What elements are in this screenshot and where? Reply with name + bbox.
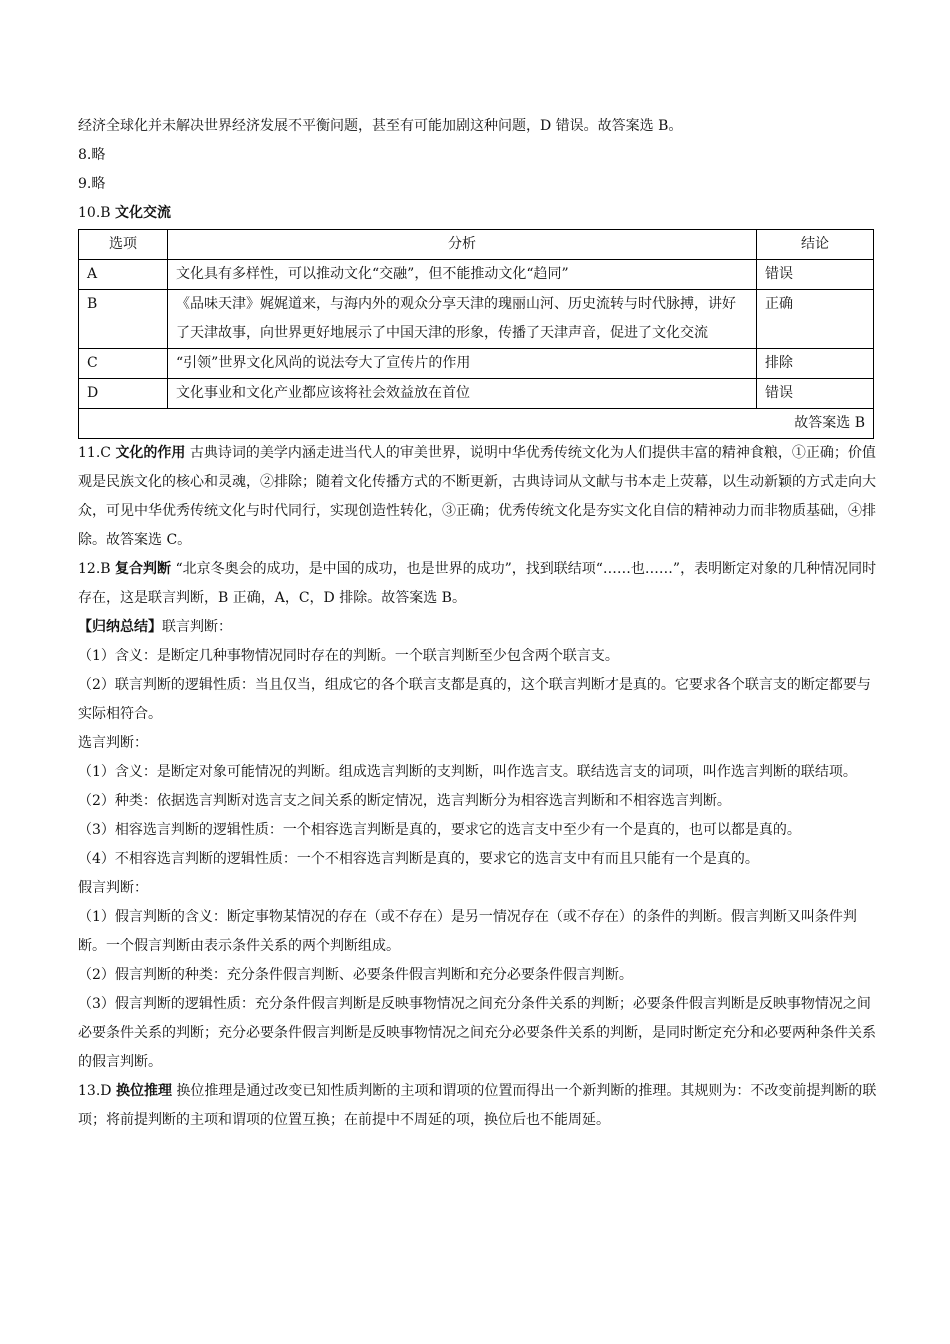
summary-line: （1）假言判断的含义：断定事物某情况的存在（或不存在）是另一情况存在（或不存在）的条件的判断。假言判断又叫条件判断。一个假言判断由表示条件关系的两个判断组成。 — [78, 909, 857, 954]
paragraph: 经济全球化并未解决世界经济发展不平衡问题，甚至有可能加剧这种问题，D 错误。故答案选 B。 — [78, 118, 683, 134]
answer-cell: 故答案选 B — [79, 409, 874, 439]
question-number: 11.C — [78, 445, 116, 461]
question-topic: 换位推理 — [115, 1083, 172, 1099]
summary-line: （2）联言判断的逻辑性质：当且仅当，组成它的各个联言支都是真的，这个联言判断才是真的。它要求各个联言支的断定都要与实际相符合。 — [78, 677, 871, 722]
option-cell: D — [79, 379, 168, 409]
question-explanation: 换位推理是通过改变已知性质判断的主项和谓项的位置而得出一个新判断的推理。其规则为：不改变前提判断的联项；将前提判断的主项和谓项的位置互换；在前提中不周延的项，换位后也不能周延。 — [78, 1083, 877, 1128]
table-footer-row — [79, 409, 874, 439]
summary-line: （3）相容选言判断的逻辑性质：一个相容选言判断是真的，要求它的选言支中至少有一个是真的，也可以都是真的。 — [78, 822, 801, 838]
option-cell: A — [79, 260, 168, 290]
summary-line: （4）不相容选言判断的逻辑性质：一个不相容选言判断是真的，要求它的选言支中有而且只能有一个是真的。 — [78, 851, 759, 867]
result-cell: 排除 — [757, 349, 874, 379]
document-page — [78, 112, 878, 1135]
table-row — [79, 290, 874, 349]
result-cell: 错误 — [757, 260, 874, 290]
column-header: 选项 — [79, 230, 168, 260]
question-topic: 文化交流 — [115, 205, 172, 221]
question-topic: 文化的作用 — [115, 445, 186, 461]
analysis-cell: 文化事业和文化产业都应该将社会效益放在首位 — [168, 379, 757, 409]
table-row — [79, 260, 874, 290]
summary-line: （3）假言判断的逻辑性质：充分条件假言判断是反映事物情况之间充分条件关系的判断；必要条件假言判断是反映事物情况之间必要条件关系的判断；充分必要条件假言判断是反映事物情况之间充分必要条件关系的判断，是同时断定充分和必要两种条件关系的假言判断。 — [78, 996, 876, 1070]
question-explanation: 古典诗词的美学内涵走进当代人的审美世界，说明中华优秀传统文化为人们提供丰富的精神食粮，①正确；价值观是民族文化的核心和灵魂，②排除；随着文化传播方式的不断更新，古典诗词从文献与书本走上荧幕，以生动新颖的方式走向大众，可见中华优秀传统文化与时代同行，实现创造性转化，③正确；优秀传统文化是夯实文化自信的精神动力而非物质基础，④排除。故答案选 C。 — [78, 445, 876, 548]
question-topic: 复合判断 — [115, 561, 172, 577]
table-row — [79, 379, 874, 409]
analysis-table — [78, 229, 874, 439]
question-number: 13.D — [78, 1083, 116, 1099]
option-cell: B — [79, 290, 168, 349]
table-row — [79, 349, 874, 379]
summary-line: （2）假言判断的种类：充分条件假言判断、必要条件假言判断和充分必要条件假言判断。 — [78, 967, 633, 983]
summary-line: 选言判断： — [78, 735, 148, 751]
summary-line: （1）含义：是断定对象可能情况的判断。组成选言判断的支判断，叫作选言支。联结选言支的词项，叫作选言判断的联结项。 — [78, 764, 857, 780]
option-cell: C — [79, 349, 168, 379]
question-number: 12.B — [78, 561, 116, 577]
result-cell: 正确 — [757, 290, 874, 349]
column-header: 分析 — [168, 230, 757, 260]
analysis-cell: “引领”世界文化风尚的说法夸大了宣传片的作用 — [168, 349, 757, 379]
question-12 — [78, 555, 878, 613]
summary-line: 假言判断： — [78, 880, 148, 896]
result-cell: 错误 — [757, 379, 874, 409]
analysis-cell: 《品味天津》娓娓道来，与海内外的观众分享天津的瑰丽山河、历史流转与时代脉搏，讲好了天津故事，向世界更好地展示了中国天津的形象，传播了天津声音，促进了文化交流 — [168, 290, 757, 349]
question-10-heading — [78, 199, 878, 228]
summary-line: （1）含义：是断定几种事物情况同时存在的判断。一个联言判断至少包含两个联言支。 — [78, 648, 619, 664]
question-explanation: “北京冬奥会的成功，是中国的成功，也是世界的成功”，找到联结项“……也……”，表明断定对象的几种情况同时存在，这是联言判断，B 正确，A，C，D 排除。故答案选 B。 — [78, 561, 877, 606]
summary-title: 联言判断： — [162, 619, 232, 635]
paragraph: 9.略 — [78, 176, 106, 192]
summary-heading — [78, 613, 878, 642]
column-header: 结论 — [757, 230, 874, 260]
question-11 — [78, 439, 878, 555]
summary-label: 【归纳总结】 — [78, 619, 162, 635]
table-header-row — [79, 230, 874, 260]
question-13 — [78, 1077, 878, 1135]
paragraph: 8.略 — [78, 147, 106, 163]
summary-line: （2）种类：依据选言判断对选言支之间关系的断定情况，选言判断分为相容选言判断和不相容选言判断。 — [78, 793, 731, 809]
question-number: 10.B — [78, 205, 116, 221]
analysis-cell: 文化具有多样性，可以推动文化“交融”，但不能推动文化“趋同” — [168, 260, 757, 290]
